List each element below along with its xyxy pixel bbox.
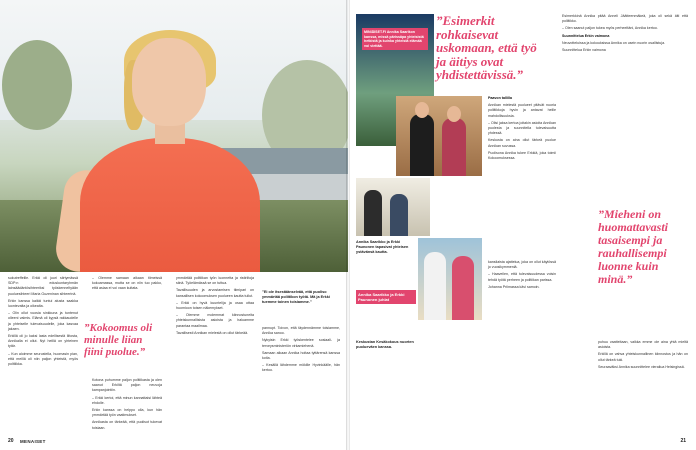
paragraph: – Olen saanut paljon tukea myös perheeltäni, Annika kertoo. [562,26,658,31]
subhead: Paavon tallilla [488,96,512,100]
paragraph: – Olemme molemmat kiinnostuneita yhteiskunnallisista asioista ja haluamme parantaa maailmaa. [176,313,254,328]
paragraph: – Olin ollut vuosia sinkkuna ja tuntenut olleeni valmis. Elämä oli kypsä rakkaudelle ja yhteiselle tulevaisuudelle, joka kasvaa jakaen. [8,311,78,331]
woman-figure [60,30,280,272]
paragraph: pannupt. Toivon, että täydennämme toisiamme, Annika sanoo. [262,326,340,336]
right-page [348,0,696,450]
paragraph: puhuu vaatteitaan, vaikka emme ole aina yhtä mieltä asioista. [598,340,688,350]
meeting-photo [356,178,430,236]
paragraph: Samaan aikaan Annika hoitaa tyttärensä kanssa kotia. [262,350,340,361]
pull-quote: ”Kokoomus oli minulle liian fiini puolue.” [84,322,153,358]
paragraph: Nykyisin Erkki työskentelee sosiaali- ja terveysministeriön virkamiehenä. [262,338,340,348]
right-col-3 [562,14,688,55]
paragraph: Neuvotteluissa ja kokouksissa Annika on usein nuorin osallistuja. [562,40,666,45]
left-photo-caption: ”Ei ole itsestäänselvää, että puoliso ymmärtää poliitikon työtä. Mä ja Erkki tuemme toinen toisiamme.” [262,290,330,304]
photo-tag: MINIÄISET.FI Annika Saarikon kanssa, missä pärissäpa yhteisistä hetkistä ja kuinka yhteistä elämää voi viettää. [362,28,428,50]
paragraph: – Haaveilen, että tulevaisuudessa voisin tehdä työtä perheen ja politiikan parissa. [488,272,556,282]
paragraph: Tavallisesti Annikan mielestä on ollut tärkeää. [176,330,249,335]
paragraph: Annikasta on tärkeää, että puolisot tukevat toisiaan. [92,420,162,430]
handshake-photo [418,238,482,320]
paragraph: Seuraaväksi Annika suunnittelee vierailua Helsingissä. [598,364,685,369]
magazine-name: MENAISET [20,439,46,444]
red-caption-bar: Annika Saarikko ja Erkki Paunonen juhlat [356,290,416,304]
subhead-2: Suunnittelua Erkin vaimona [562,33,610,38]
paragraph: – Erkki on hyvä kuuntelija ja osaa ottaa huomioon toisen näkemykset. [176,300,254,311]
paragraph: Erkin kanssa on helppo olla, kun hän ymmärtää työn vaatimukset. [92,408,162,418]
paragraph: – Erkki kertoi, että minun kannattaisi lähteä ehdolle. [92,395,162,405]
paragraph: Suunnittelua Erkin vaimona [562,48,606,53]
paragraph: Erkin kanssa kaikki tuntui alusta saakka luontevalta ja oikealta. [8,298,78,309]
bottom-pull-quote: ”Mieheni on huomattavasti tasaisempi ja rauhallisempi luonne kuin minä.” [598,207,669,286]
text-column-2 [92,276,162,294]
paragraph: Kotona puhumme paljon politiikasta ja olen saanut Erkiltä paljon neuvoja kampanjointiin. [92,378,162,393]
paragraph: Annikan mielestä puolueet pitävät nuoria poliitikkoja hyvin ja antavat heille mahdollisuuksia. [488,103,556,118]
right-col-2 [488,260,556,292]
top-pull-quote: ”Esimerkit rohkaisevat uskomaan, että työ ja äitiys ovat yhdistettävissä.” [436,13,537,82]
paragraph: – Kun aloimme seurustella, huomasin pian, että meillä oli niin paljon yhteistä, myös politiikka. [8,351,78,367]
paragraph: – Kesällä lähdemme mökille Hyvinkäälle, hän kertoo. [262,363,340,373]
paragraph: – Olisi jaksa kertoa joitakin asioita Annikan puolesta ja suunnitella tulevaisuutta yhdessä. [488,120,556,136]
paragraph: – Olemme samaan aikaan tiimeissä kokoamassa, mutta se on niin tuo pakko, että asiaa ei voi vaan kuitata. [92,276,162,291]
meeting-caption: Annika Saarikko ja Erkki Paunonen tapasivat yhteisen ystävänsä kautta. [356,240,409,254]
paragraph: sukutreffeille. Erkki oli juuri siirtymässä SDP:n eduskuntaryhmän lainsäädäntösihteeriksi työskenneltyään puoluesihteeri Maria Guzeninan sihteerinä. [8,276,78,296]
couple-photo [396,96,482,176]
paragraph: Puolisona Annika tukee Erkkiä, joka toimii Kokoomuksessa. [488,150,556,161]
paragraph: Keskusta on aina ollut tärkeä puolue Annikan suvussa. [488,138,556,148]
text-column-1 [8,276,78,369]
portrait-photo [0,0,348,272]
page-number: 21 [680,438,686,444]
meeting-caption-2: Keskustan Kesäkokous nuorten puolueväen kanssa. [356,340,414,349]
right-col-4 [598,340,688,372]
text-column-3 [176,276,254,338]
paragraph: Johanna Priimassa kävi samoin. [488,284,540,289]
page-number: 20 [8,438,14,444]
paragraph: Erkillä on vahva yhteiskunnallinen kiinnostus ja hän on ollut tärkeä tuki. [598,352,688,362]
text-column-4 [262,326,340,376]
text-column-2b [92,378,162,433]
paragraph: Erkillä oli jo kaksi lasta edellisestä liitosta, Annikalla ei ollut. Nyt heillä on yhteinen tytär. [8,334,78,349]
right-col-1 [488,96,556,163]
paragraph: kansilaista ajattelua, joka on ollut käytössä jo vuosikymmeniä. [488,260,556,270]
paragraph: ymmärtää politiikan työn luonnetta ja ristiriitoja siinä. Työelämässä se on tuttua. [176,276,254,286]
paragraph: Esimerkkinä Annika pitää Anneli Jäätteenmäkeä, joka oli sekä äiti että poliitikko. [562,14,688,24]
spine [346,0,350,450]
paragraph: Tavallisuuden ja arvostamisen tiimipari on kansallisen kokoomuksen puolueen kautta tullut. [176,288,254,298]
